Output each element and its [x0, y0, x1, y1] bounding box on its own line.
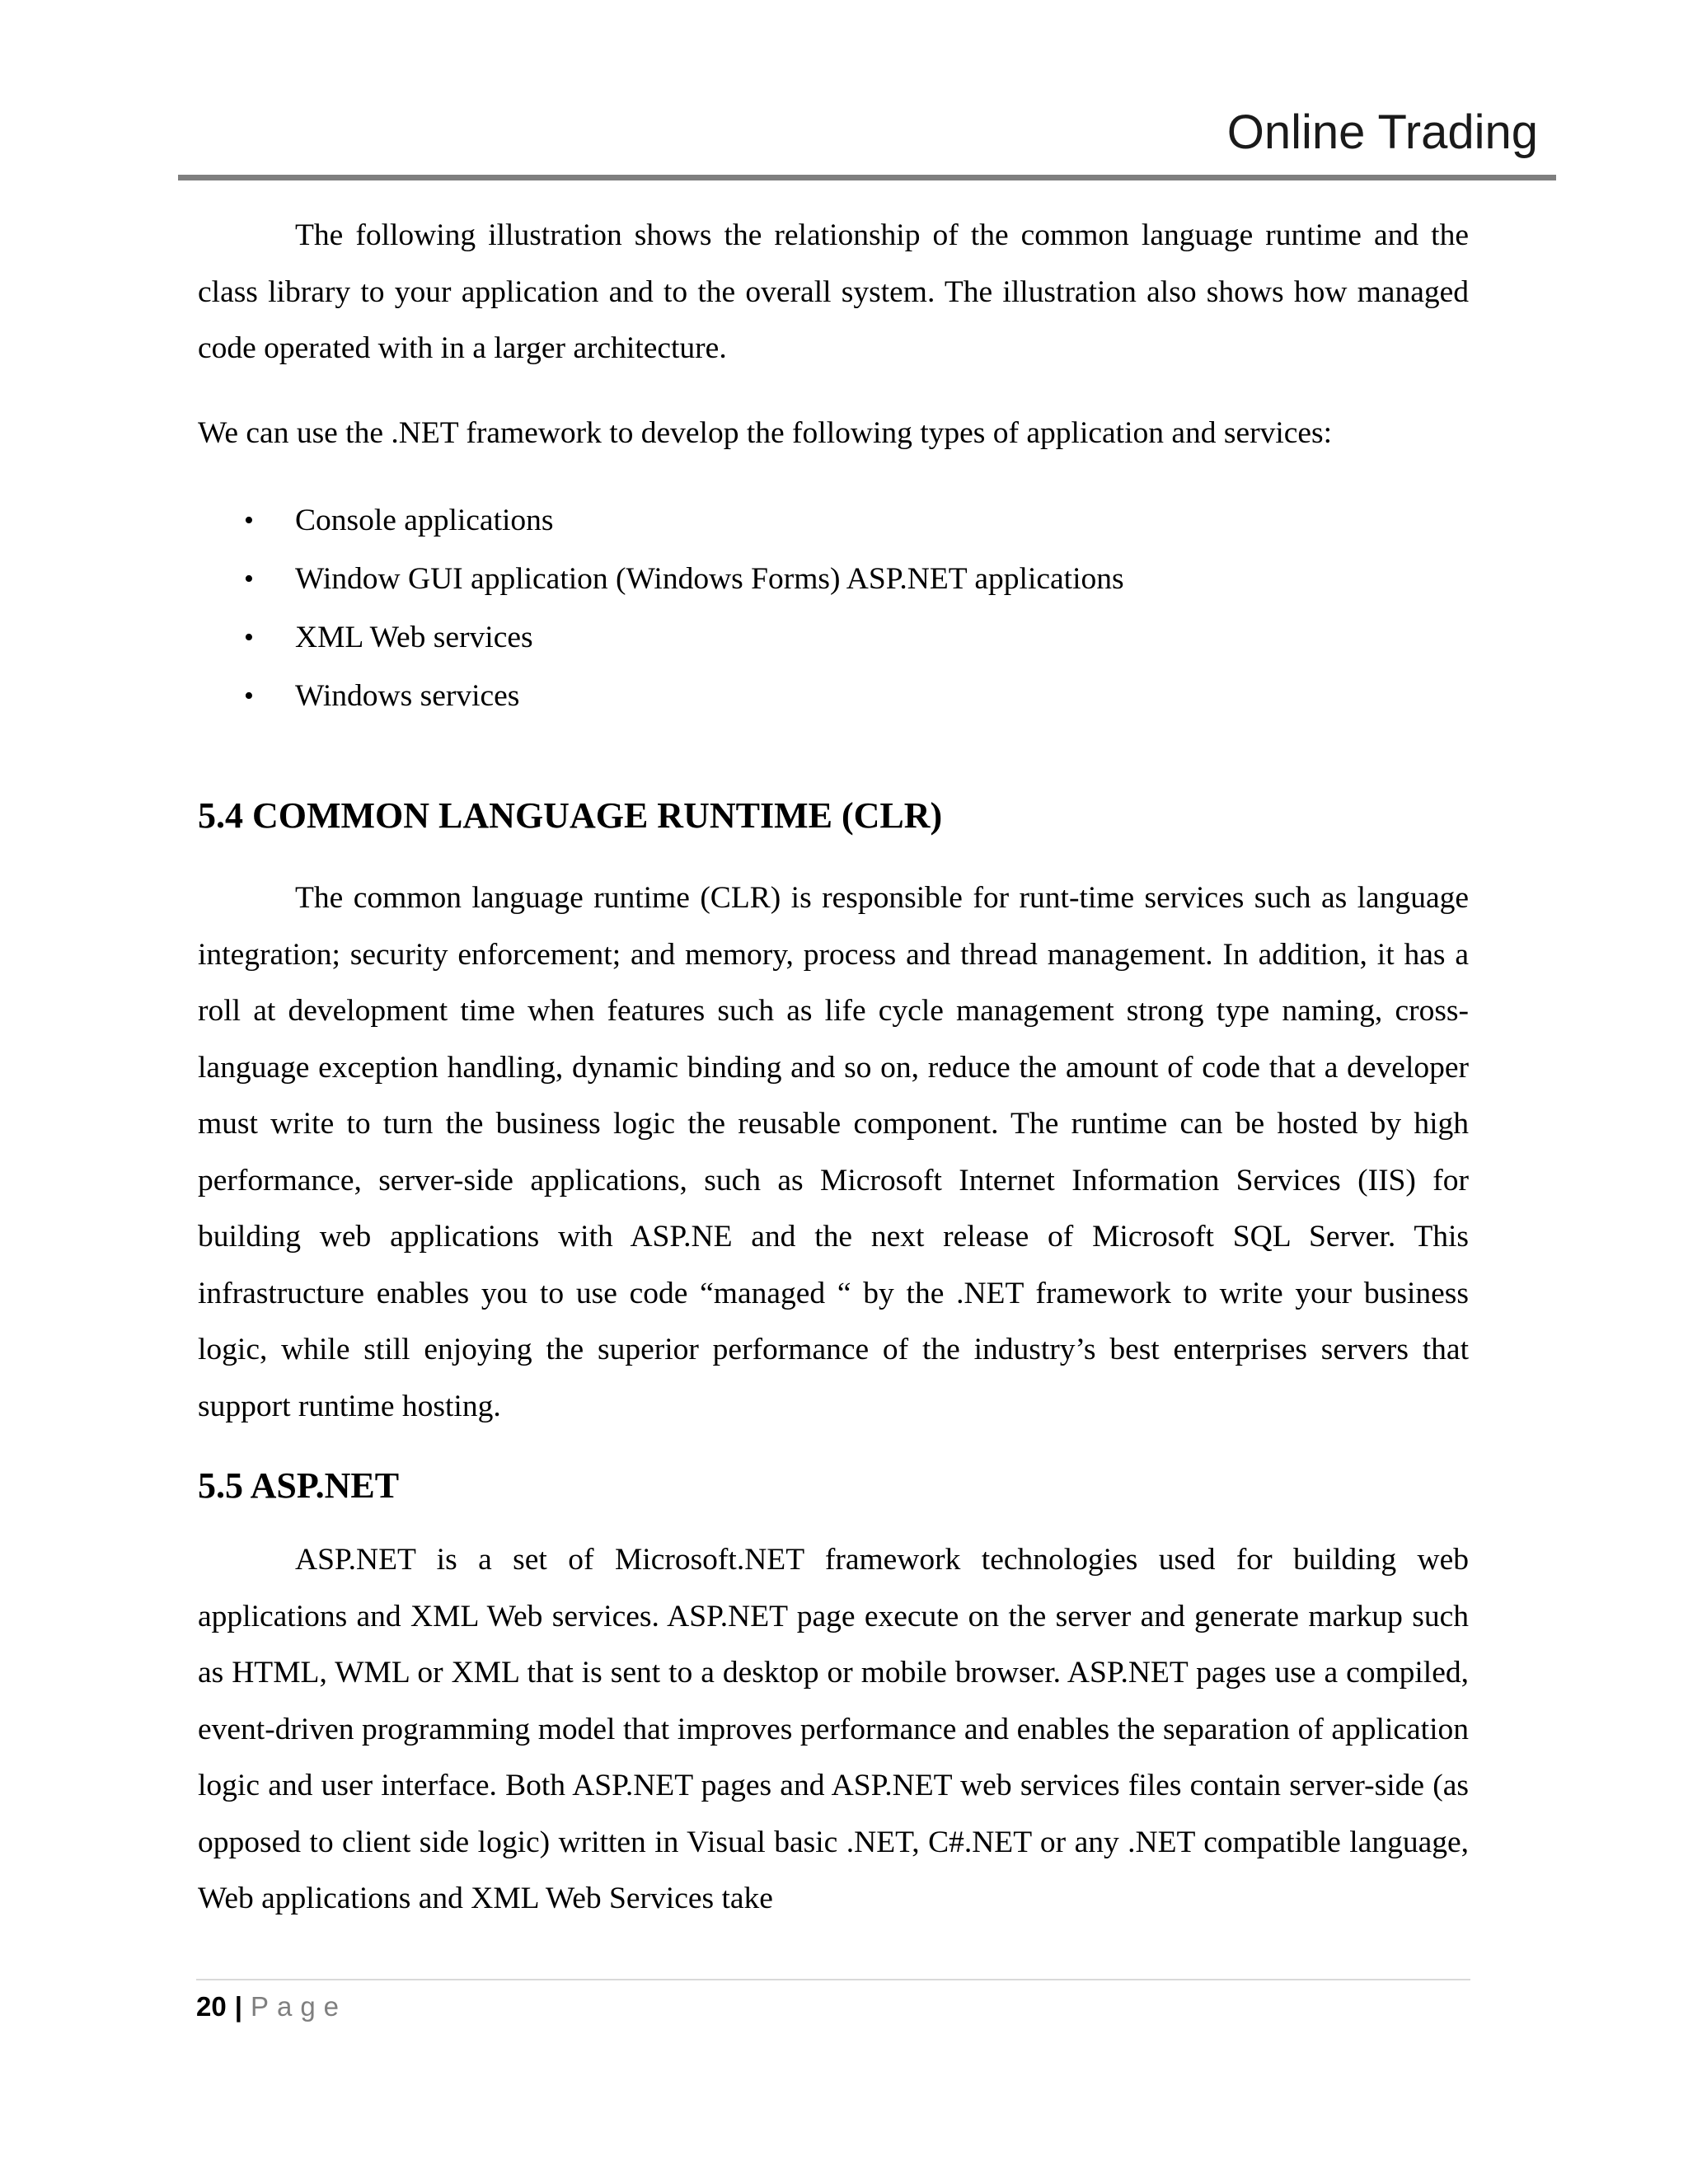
footer-divider — [196, 1979, 1470, 1980]
clr-paragraph: The common language runtime (CLR) is responsible for runt-time services such as language integration; security enforcement; and memory, process and thread management. In addition, it has a roll at development time when features such as life cycle management strong type naming, cross-language exception handling, dynamic binding and so on, reduce the amount of code that a developer must write to turn the business logic the reusable component. The runtime can be hosted by high performance, server-side applications, such as Microsoft Internet Information Services (IIS) for building web applications with ASP.NE and the next release of Microsoft SQL Server. This infrastructure enables you to use code “managed “ by the .NET framework to write your business logic, while still enjoying the superior performance of the industry’s best enterprises servers that support runtime hosting. — [198, 881, 1469, 1423]
list-item — [198, 550, 1469, 608]
list-item — [198, 491, 1469, 550]
header-divider — [178, 175, 1556, 180]
bullet-icon: • — [244, 681, 254, 711]
section-heading-aspnet: 5.5 ASP.NET — [198, 1465, 400, 1506]
list-item-text: Windows services — [295, 679, 520, 713]
section-heading-clr: 5.4 COMMON LANGUAGE RUNTIME (CLR) — [198, 795, 943, 836]
list-item-text: Console applications — [295, 504, 554, 537]
bullet-icon: • — [244, 505, 254, 536]
document-body — [198, 208, 1469, 1928]
list-item — [198, 608, 1469, 667]
page-footer — [196, 1986, 347, 2027]
list-item — [198, 667, 1469, 725]
bullet-icon: • — [244, 564, 254, 594]
types-intro-paragraph: We can use the .NET framework to develop the following types of application and services: — [198, 415, 1333, 450]
list-item-text: Window GUI application (Windows Forms) ASP.NET applications — [295, 562, 1124, 596]
intro-paragraph: The following illustration shows the relationship of the common language runtime and the class library to your application and to the overall system. The illustration also shows how managed code operated with in a larger architecture. — [198, 218, 1469, 365]
page-label: Page — [250, 1991, 348, 2022]
page-number: 20 — [196, 1991, 227, 2022]
aspnet-paragraph: ASP.NET is a set of Microsoft.NET framework technologies used for building web applications and XML Web services. ASP.NET page execute on the server and generate markup such as HTML, WML or XML that is sent to a desktop or mobile browser. ASP.NET pages use a compiled, event-driven programming model that improves performance and enables the separation of application logic and user interface. Both ASP.NET pages and ASP.NET web services files contain server-side (as opposed to client side logic) written in Visual basic .NET, C#.NET or any .NET compatible language, Web applications and XML Web Services take — [198, 1543, 1469, 1915]
application-types-list — [198, 491, 1469, 725]
page-header-title: Online Trading — [1226, 105, 1538, 159]
list-item-text: XML Web services — [295, 621, 533, 654]
bullet-icon: • — [244, 622, 254, 653]
footer-separator: | — [234, 1991, 242, 2022]
